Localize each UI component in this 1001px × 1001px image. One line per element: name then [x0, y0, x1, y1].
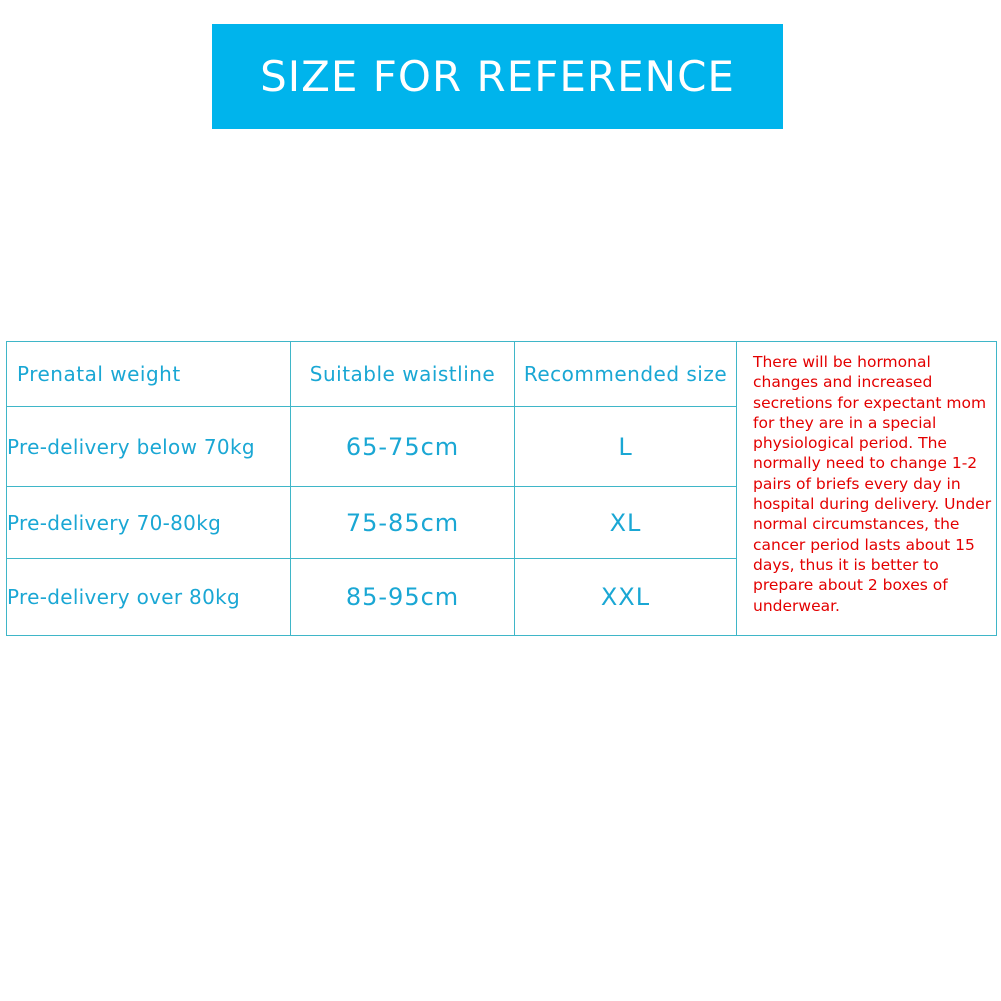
row-weight: Pre-delivery over 80kg [7, 558, 291, 635]
row-size: L [515, 407, 737, 487]
banner-title: SIZE FOR REFERENCE [260, 52, 735, 101]
note-text: There will be hormonal changes and increased secretions for expectant mom for they are in a special physiological period. The normally need to change 1-2 pairs of briefs every day in hospital during delivery. Under normal circumstances, the cancer period lasts about 15 days, thus it is better to prepare about 2 boxes of underwear. [737, 342, 997, 636]
header-recommended-size: Recommended size [515, 342, 737, 407]
row-waistline: 85-95cm [291, 558, 515, 635]
header-suitable-waistline: Suitable waistline [291, 342, 515, 407]
header-prenatal-weight: Prenatal weight [7, 342, 291, 407]
row-size: XL [515, 487, 737, 558]
title-banner [212, 24, 783, 129]
row-waistline: 65-75cm [291, 407, 515, 487]
row-waistline: 75-85cm [291, 487, 515, 558]
table-header-row [7, 342, 997, 407]
row-weight: Pre-delivery 70-80kg [7, 487, 291, 558]
row-size: XXL [515, 558, 737, 635]
size-reference-table [6, 341, 997, 636]
row-weight: Pre-delivery below 70kg [7, 407, 291, 487]
